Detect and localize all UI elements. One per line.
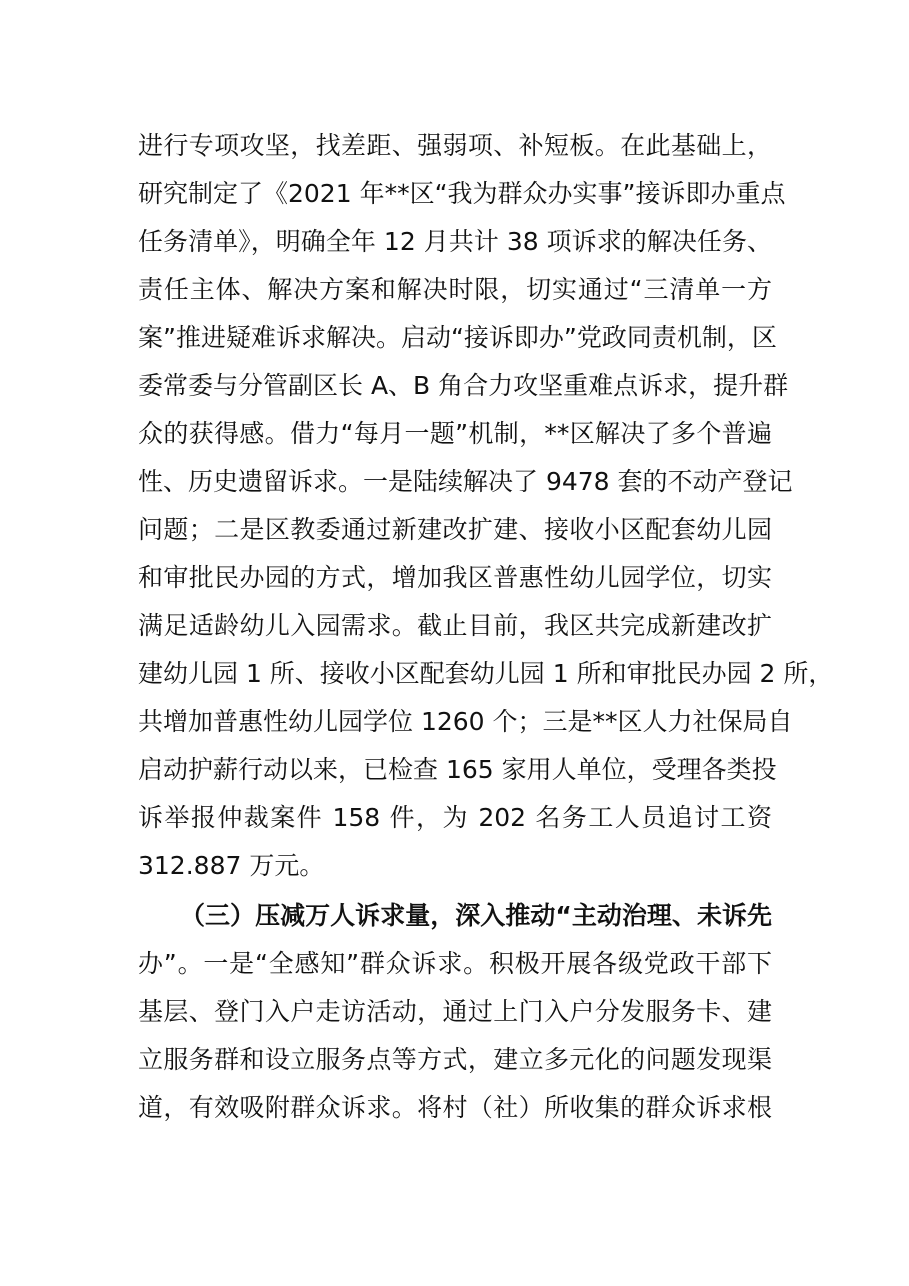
text-line: 责任主体、解决方案和解决时限，切实通过“三清单一方 [138,275,772,304]
text-line: 任务清单》，明确全年 12 月共计 38 项诉求的解决任务、 [138,227,772,256]
text-line: 道，有效吸附群众诉求。将村（社）所收集的群众诉求根 [138,1093,772,1122]
text-line: 进行专项攻坚，找差距、强弱项、补短板。在此基础上， [138,131,772,160]
text-line: 启动护薪行动以来，已检查 165 家用人单位，受理各类投 [138,755,777,784]
text-line: 研究制定了《2021 年**区“我为群众办实事”接诉即办重点 [138,179,786,208]
text-line: 基层、登门入户走访活动，通过上门入户分发服务卡、建 [138,997,772,1026]
text-line: 诉举报仲裁案件 158 件，为 202 名务工人员追讨工资 [138,803,772,832]
text-line: 共增加普惠性幼儿园学位 1260 个；三是**区人力社保局自 [138,707,793,736]
text-line: 众的获得感。借力“每月一题”机制，**区解决了多个普遍 [138,419,772,448]
text-line: 问题；二是区教委通过新建改扩建、接收小区配套幼儿园 [138,515,772,544]
text-line: 性、历史遗留诉求。一是陆续解决了 9478 套的不动产登记 [138,467,793,496]
section-heading: （三）压减万人诉求量，深入推动“主动治理、未诉先 [180,901,772,930]
text-line: 委常委与分管副区长 A、B 角合力攻坚重难点诉求，提升群 [138,371,789,400]
text-line: 312.887 万元。 [138,851,325,880]
text-line: 立服务群和设立服务点等方式，建立多元化的问题发现渠 [138,1045,772,1074]
text-line: 和审批民办园的方式，增加我区普惠性幼儿园学位，切实 [138,563,772,592]
text-line: 办”。一是“全感知”群众诉求。积极开展各级党政干部下 [138,949,772,978]
text-line: 案”推进疑难诉求解决。启动“接诉即办”党政同责机制，区 [138,323,777,352]
text-line: 建幼儿园 1 所、接收小区配套幼儿园 1 所和审批民办园 2 所， [138,659,834,688]
text-line: 满足适龄幼儿入园需求。截止目前，我区共完成新建改扩 [138,611,772,640]
